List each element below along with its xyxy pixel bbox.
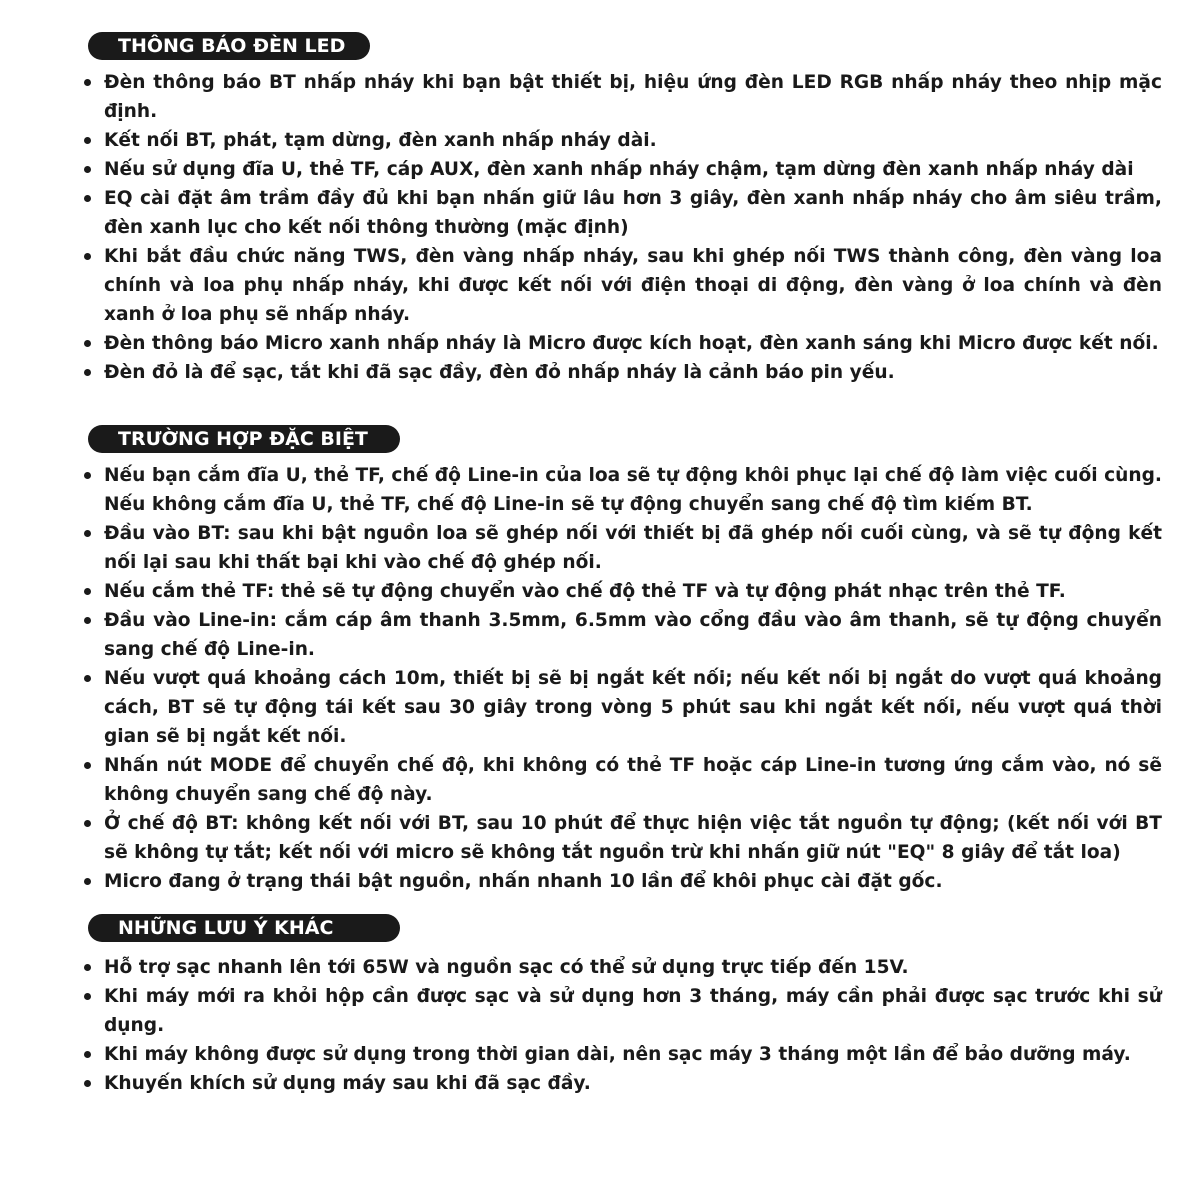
list-item: Nếu cắm thẻ TF: thẻ sẽ tự động chuyển vào chế độ thẻ TF và tự động phát nhạc trên thẻ TF. [104, 577, 1162, 606]
list-item: Đèn đỏ là để sạc, tắt khi đã sạc đầy, đèn đỏ nhấp nháy là cảnh báo pin yếu. [104, 358, 1162, 387]
list-item: Đầu vào BT: sau khi bật nguồn loa sẽ ghép nối với thiết bị đã ghép nối cuối cùng, và sẽ tự động kết nối lại sau khi thất bại khi vào chế độ ghép nối. [104, 519, 1162, 577]
section-header: THÔNG BÁO ĐÈN LED [88, 32, 370, 60]
section-header: TRƯỜNG HỢP ĐẶC BIỆT [88, 425, 400, 453]
list-item: Nếu sử dụng đĩa U, thẻ TF, cáp AUX, đèn xanh nhấp nháy chậm, tạm dừng đèn xanh nhấp nháy dài [104, 155, 1162, 184]
list-item: EQ cài đặt âm trầm đầy đủ khi bạn nhấn giữ lâu hơn 3 giây, đèn xanh nhấp nháy cho âm siêu trầm, đèn xanh lục cho kết nối thông thường (mặc định) [104, 184, 1162, 242]
list-item: Khi máy không được sử dụng trong thời gian dài, nên sạc máy 3 tháng một lần để bảo dưỡng máy. [104, 1040, 1162, 1069]
list-item: Đèn thông báo Micro xanh nhấp nháy là Micro được kích hoạt, đèn xanh sáng khi Micro được kết nối. [104, 329, 1162, 358]
list-item: Nếu vượt quá khoảng cách 10m, thiết bị sẽ bị ngắt kết nối; nếu kết nối bị ngắt do vượt quá khoảng cách, BT sẽ tự động tái kết sau 30 giây trong vòng 5 phút sau khi ngắt kết nối, nếu vượt quá thời gian sẽ bị ngắt kết nối. [104, 664, 1162, 751]
list-item: Khuyến khích sử dụng máy sau khi đã sạc đầy. [104, 1069, 1162, 1098]
list-item: Nếu bạn cắm đĩa U, thẻ TF, chế độ Line-in của loa sẽ tự động khôi phục lại chế độ làm việc cuối cùng. Nếu không cắm đĩa U, thẻ TF, chế độ Line-in sẽ tự động chuyển sang chế độ tìm kiếm BT. [104, 461, 1162, 519]
list-item: Đầu vào Line-in: cắm cáp âm thanh 3.5mm, 6.5mm vào cổng đầu vào âm thanh, sẽ tự động chuyển sang chế độ Line-in. [104, 606, 1162, 664]
list-item: Hỗ trợ sạc nhanh lên tới 65W và nguồn sạc có thể sử dụng trực tiếp đến 15V. [104, 953, 1162, 982]
list-item: Micro đang ở trạng thái bật nguồn, nhấn nhanh 10 lần để khôi phục cài đặt gốc. [104, 867, 1162, 896]
bullet-list [104, 68, 1162, 387]
list-item: Kết nối BT, phát, tạm dừng, đèn xanh nhấp nháy dài. [104, 126, 1162, 155]
bullet-list [104, 461, 1162, 896]
section-header: NHỮNG LƯU Ý KHÁC [88, 914, 400, 942]
list-item: Ở chế độ BT: không kết nối với BT, sau 10 phút để thực hiện việc tắt nguồn tự động; (kết nối với BT sẽ không tự tắt; kết nối với micro sẽ không tắt nguồn trừ khi nhấn giữ nút "EQ" 8 giây để tắt loa) [104, 809, 1162, 867]
list-item: Khi máy mới ra khỏi hộp cần được sạc và sử dụng hơn 3 tháng, máy cần phải được sạc trước khi sử dụng. [104, 982, 1162, 1040]
list-item: Đèn thông báo BT nhấp nháy khi bạn bật thiết bị, hiệu ứng đèn LED RGB nhấp nháy theo nhịp mặc định. [104, 68, 1162, 126]
list-item: Khi bắt đầu chức năng TWS, đèn vàng nhấp nháy, sau khi ghép nối TWS thành công, đèn vàng loa chính và loa phụ nhấp nháy, khi được kết nối với điện thoại di động, đèn vàng ở loa chính và đèn xanh ở loa phụ sẽ nhấp nháy. [104, 242, 1162, 329]
list-item: Nhấn nút MODE để chuyển chế độ, khi không có thẻ TF hoặc cáp Line-in tương ứng cắm vào, nó sẽ không chuyển sang chế độ này. [104, 751, 1162, 809]
bullet-list [104, 953, 1162, 1098]
